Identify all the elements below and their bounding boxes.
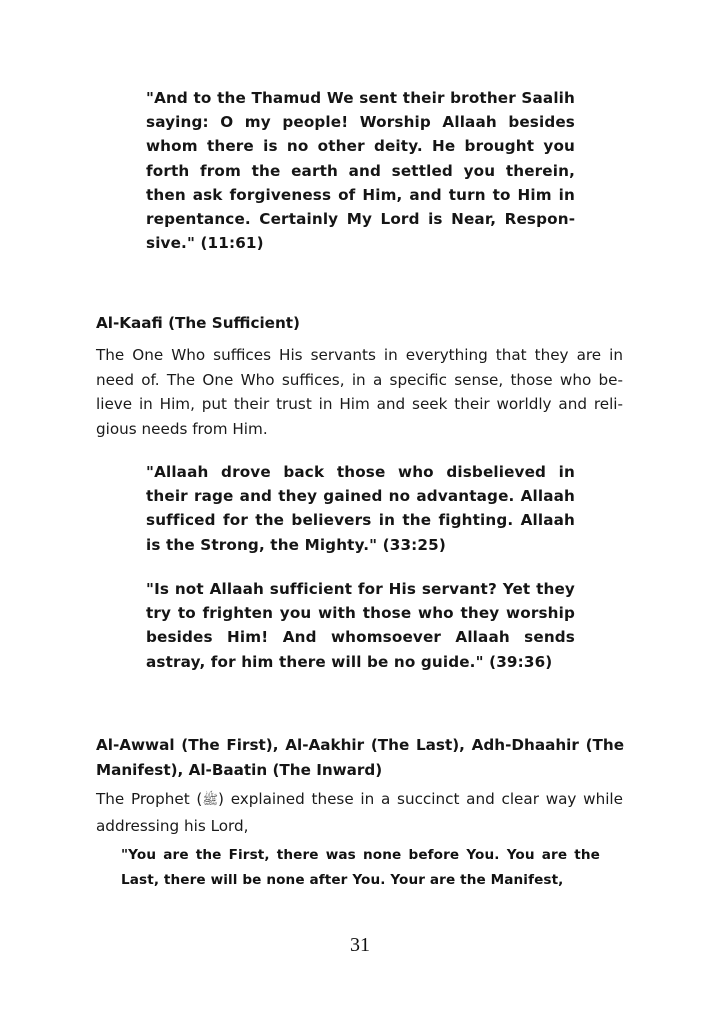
section-heading-al-awwal: Al-Awwal (The First), Al-Aakhir (The Last), Adh-Dhaahir (The Manifest), Al-Baatin (The Inward): [96, 736, 624, 779]
salutation-icon: ﷺ: [202, 793, 219, 808]
paragraph-al-kaafi: The One Who suffices His servants in everything that they are in need of. The One Who suffices, in a specific sense, those who believe in Him, put their trust in Him and seek their worldly and religious needs from Him.: [96, 346, 623, 438]
quote-text: "Is not Allaah sufficient for His servant? Yet they try to frighten you with those who they worship besides Him! And whomsoever Allaah sends astray, for him there will be no guide." (39:36): [146, 580, 575, 671]
paragraph-text-start: The Prophet (: [96, 790, 203, 808]
quote-text: "And to the Thamud We sent their brother Saalih saying: O my people! Worship Allaah besides whom there is no other deity. He brought you forth from the earth and settled you therein, then ask forgiveness of Him, and turn to Him in repentance. Certainly My Lord is Near, Responsive." (11:61): [146, 89, 575, 253]
hadith-quote: "You are the First, there was none before You. You are the Last, there will be none after You. Your are the Manifest,: [121, 847, 600, 888]
paragraph-prophet: [96, 787, 623, 838]
section-heading-al-kaafi: Al-Kaafi (The Sufficient): [96, 314, 300, 332]
page-number: 31: [350, 934, 370, 956]
quote-block-drove-back: [146, 460, 575, 557]
quote-text: "Allaah drove back those who disbelieved in their rage and they gained no advantage. Allaah sufficed for the believers in the fighting. Allaah is the Strong, the Mighty." (33:25): [146, 463, 575, 554]
quote-block-thamud: [146, 86, 575, 255]
paragraph-text-end: ) explained these in a succinct and clear way while addressing his Lord,: [96, 790, 623, 835]
quote-block-sufficient: [146, 577, 575, 674]
